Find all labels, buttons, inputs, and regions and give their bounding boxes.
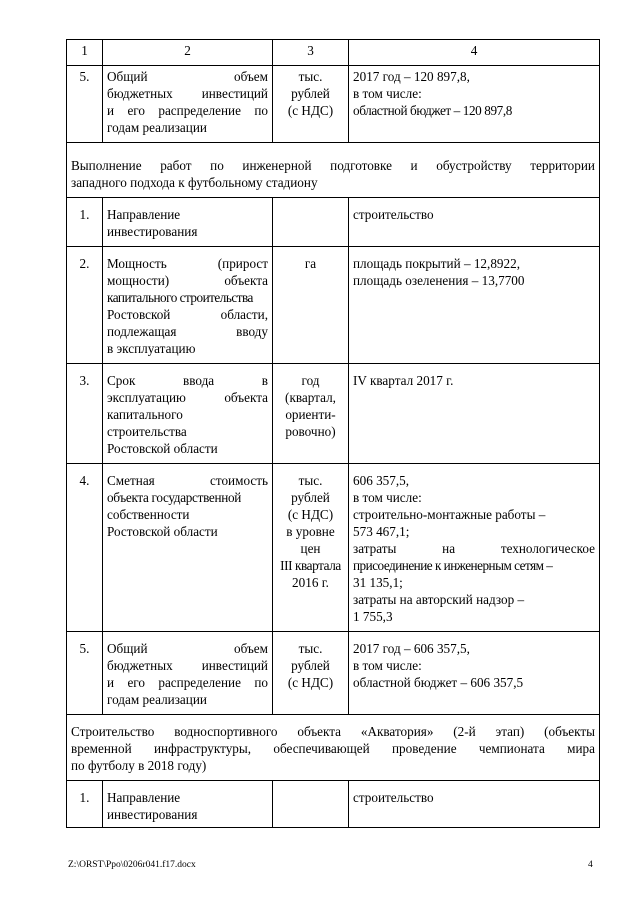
name-line: инвестирования — [107, 807, 198, 822]
value-line: площадь покрытий – 12,8922, — [353, 256, 520, 271]
value-line: областной бюджет – 606 357,5 — [353, 675, 524, 690]
section-title-line: Строительство водноспортивного объекта «Акватория» (2-й этап) (объекты — [71, 724, 595, 739]
row-value: строительство — [349, 198, 600, 247]
unit-line: (с НДС) — [287, 675, 334, 690]
value-line: областной бюджет – 120 897,8 — [353, 103, 512, 118]
row-value — [349, 632, 600, 715]
row-number: 5. — [67, 632, 103, 715]
unit-line: III квартала — [280, 558, 341, 573]
value-line: строительно-монтажные работы – — [353, 507, 546, 522]
unit-line: тыс. — [298, 473, 323, 488]
name-line: Срок ввода в — [107, 373, 268, 388]
row-name — [103, 632, 273, 715]
name-line: Ростовской области, — [107, 307, 268, 322]
unit-line: 2016 г. — [292, 575, 329, 590]
row-number: 4. — [67, 464, 103, 632]
investment-table — [66, 39, 600, 828]
name-line: инвестирования — [107, 224, 198, 239]
row-number: 3. — [67, 364, 103, 464]
name-line: Общий объем — [107, 69, 268, 84]
unit-line: (квартал, — [285, 390, 336, 405]
unit-line: (с НДС) — [287, 103, 334, 118]
row-unit — [273, 464, 349, 632]
unit-line: рублей — [291, 86, 330, 101]
section-title-line: по футболу в 2018 году) — [71, 758, 207, 773]
header-cell-2: 2 — [103, 40, 273, 66]
name-line: и его распределение по — [107, 675, 268, 690]
name-line: капитального строительства — [107, 290, 253, 305]
value-line: затраты на технологическое — [353, 541, 595, 556]
row-number: 2. — [67, 247, 103, 364]
unit-line: цен — [300, 541, 321, 556]
row-number: 5. — [67, 66, 103, 143]
row-unit — [273, 781, 349, 828]
name-line: бюджетных инвестиций — [107, 658, 268, 673]
name-line: Мощность (прирост — [107, 256, 268, 271]
table-row — [67, 632, 600, 715]
name-line: Общий объем — [107, 641, 268, 656]
row-value — [349, 247, 600, 364]
value-line: 31 135,1; — [353, 575, 403, 590]
unit-line: ориенти- — [285, 407, 336, 422]
value-line: 2017 год – 120 897,8, — [353, 69, 470, 84]
row-unit — [273, 632, 349, 715]
header-cell-3: 3 — [273, 40, 349, 66]
row-name — [103, 66, 273, 143]
row-name — [103, 781, 273, 828]
row-name — [103, 464, 273, 632]
row-value: строительство — [349, 781, 600, 828]
table-row — [67, 364, 600, 464]
value-line: 1 755,3 — [353, 609, 393, 624]
name-line: капитального — [107, 407, 183, 422]
name-line: объекта государственной — [107, 490, 242, 505]
row-name — [103, 247, 273, 364]
unit-line: рублей — [291, 490, 330, 505]
name-line: Ростовской области — [107, 524, 218, 539]
row-value — [349, 66, 600, 143]
section-title — [67, 715, 600, 781]
section-title-row — [67, 143, 600, 198]
name-line: бюджетных инвестиций — [107, 86, 268, 101]
row-unit: га — [273, 247, 349, 364]
row-name — [103, 198, 273, 247]
section-title-line: западного подхода к футбольному стадиону — [71, 175, 318, 190]
name-line: Направление — [107, 790, 181, 805]
name-line: годам реализации — [107, 692, 207, 707]
section-title-line: временной инфраструктуры, обеспечивающей проведение чемпионата мира — [71, 741, 595, 756]
value-line: площадь озеленения – 13,7700 — [353, 273, 525, 288]
row-value — [349, 464, 600, 632]
table-row — [67, 198, 600, 247]
section-title-line: Выполнение работ по инженерной подготовке и обустройству территории — [71, 158, 595, 173]
header-cell-1: 1 — [67, 40, 103, 66]
page-number: 4 — [588, 860, 593, 870]
header-cell-4: 4 — [349, 40, 600, 66]
unit-line: год — [301, 373, 320, 388]
name-line: строительства — [107, 424, 187, 439]
footer-file-path: Z:\ORST\Ppo\0206r041.f17.docx — [68, 860, 196, 870]
row-unit — [273, 364, 349, 464]
unit-line: в уровне — [286, 524, 335, 539]
table-header-row — [67, 40, 600, 66]
name-line: эксплуатацию объекта — [107, 390, 268, 405]
section-title-row — [67, 715, 600, 781]
unit-line: тыс. — [298, 641, 323, 656]
name-line: подлежащая вводу — [107, 324, 268, 339]
row-unit — [273, 198, 349, 247]
unit-line: ровочно) — [285, 424, 336, 439]
row-number: 1. — [67, 781, 103, 828]
value-line: 606 357,5, — [353, 473, 410, 488]
name-line: Ростовской области — [107, 441, 218, 456]
row-value: IV квартал 2017 г. — [349, 364, 600, 464]
row-number: 1. — [67, 198, 103, 247]
name-line: в эксплуатацию — [107, 341, 196, 356]
section-title — [67, 143, 600, 198]
value-line: в том числе: — [353, 490, 422, 505]
table-row — [67, 66, 600, 143]
value-line: затраты на авторский надзор – — [353, 592, 525, 607]
name-line: и его распределение по — [107, 103, 268, 118]
value-line: в том числе: — [353, 658, 422, 673]
table-row — [67, 781, 600, 828]
value-line: 2017 год – 606 357,5, — [353, 641, 470, 656]
unit-line: рублей — [291, 658, 330, 673]
row-unit — [273, 66, 349, 143]
name-line: Сметная стоимость — [107, 473, 268, 488]
value-line: в том числе: — [353, 86, 422, 101]
value-line: присоединение к инженерным сетям – — [353, 558, 553, 573]
name-line: мощности) объекта — [107, 273, 268, 288]
name-line: Направление — [107, 207, 181, 222]
unit-line: тыс. — [298, 69, 323, 84]
table-row — [67, 247, 600, 364]
unit-line: (с НДС) — [287, 507, 334, 522]
table-row — [67, 464, 600, 632]
name-line: собственности — [107, 507, 190, 522]
name-line: годам реализации — [107, 120, 207, 135]
row-name — [103, 364, 273, 464]
value-line: 573 467,1; — [353, 524, 410, 539]
